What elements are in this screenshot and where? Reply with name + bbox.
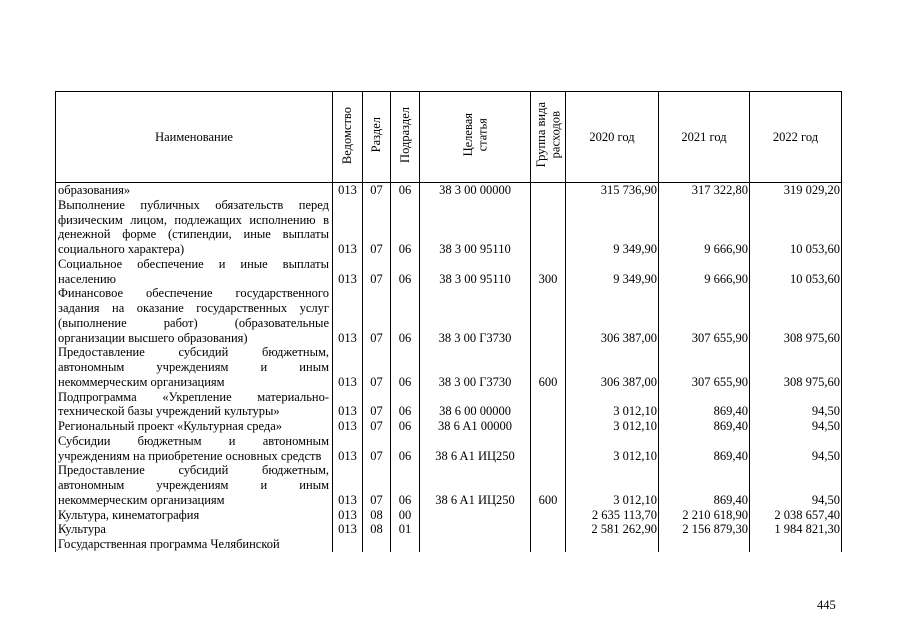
value-2020-cell: 306 387,00 [566, 345, 659, 389]
dept-cell: 013 [333, 198, 363, 257]
value-2021-cell: 307 655,90 [659, 286, 750, 345]
name-cell: Государственная программа Челябинской [56, 537, 333, 552]
section-cell: 07 [363, 286, 391, 345]
target-cell: 38 6 A1 00000 [420, 419, 531, 434]
subsection-cell: 06 [391, 345, 420, 389]
name-cell: Культура [56, 522, 333, 537]
subsection-cell: 00 [391, 508, 420, 523]
value-2021-cell: 869,40 [659, 463, 750, 507]
table-row [56, 198, 842, 257]
target-cell [420, 537, 531, 552]
value-2022-cell: 10 053,60 [750, 257, 842, 287]
section-cell: 07 [363, 183, 391, 198]
dept-cell: 013 [333, 390, 363, 420]
value-2021-cell: 307 655,90 [659, 345, 750, 389]
dept-cell: 013 [333, 508, 363, 523]
subsection-cell: 06 [391, 198, 420, 257]
name-cell: Региональный проект «Культурная среда» [56, 419, 333, 434]
table-row [56, 508, 842, 523]
target-cell: 38 3 00 Г3730 [420, 286, 531, 345]
value-2020-cell: 9 349,90 [566, 257, 659, 287]
group-cell: 600 [531, 463, 566, 507]
target-cell: 38 6 A1 ИЦ250 [420, 434, 531, 464]
section-cell: 07 [363, 463, 391, 507]
name-cell: Подпрограмма «Укрепление материально-технической базы учреждений культуры» [56, 390, 333, 420]
table-row [56, 434, 842, 464]
value-2021-cell: 869,40 [659, 419, 750, 434]
header-target: Целевая статья [420, 92, 531, 183]
header-2022: 2022 год [750, 92, 842, 183]
target-cell: 38 6 A1 ИЦ250 [420, 463, 531, 507]
value-2020-cell: 2 635 113,70 [566, 508, 659, 523]
subsection-cell: 06 [391, 286, 420, 345]
header-name: Наименование [56, 92, 333, 183]
value-2020-cell: 3 012,10 [566, 463, 659, 507]
budget-table [55, 91, 842, 552]
value-2020-cell [566, 537, 659, 552]
table-row [56, 286, 842, 345]
section-cell: 08 [363, 508, 391, 523]
name-cell: Предоставление субсидий бюджетным, автономным учреждениям и иным некоммерческим организациям [56, 345, 333, 389]
section-cell [363, 537, 391, 552]
header-2021: 2021 год [659, 92, 750, 183]
value-2021-cell: 9 666,90 [659, 257, 750, 287]
name-cell: Финансовое обеспечение государственного задания на оказание государственных услуг (выполнение работ) (образовательные организации высшего образования) [56, 286, 333, 345]
subsection-cell: 06 [391, 257, 420, 287]
target-cell: 38 6 00 00000 [420, 390, 531, 420]
group-cell: 600 [531, 345, 566, 389]
name-cell: Предоставление субсидий бюджетным, автономным учреждениям и иным некоммерческим организациям [56, 463, 333, 507]
group-cell [531, 522, 566, 537]
target-cell [420, 508, 531, 523]
name-cell: Культура, кинематография [56, 508, 333, 523]
value-2020-cell: 315 736,90 [566, 183, 659, 198]
section-cell: 07 [363, 257, 391, 287]
value-2022-cell: 94,50 [750, 390, 842, 420]
table-row [56, 537, 842, 552]
group-cell [531, 390, 566, 420]
header-group: Группа вида расходов [531, 92, 566, 183]
value-2022-cell: 308 975,60 [750, 286, 842, 345]
value-2020-cell: 3 012,10 [566, 434, 659, 464]
table-row [56, 257, 842, 287]
value-2022-cell: 94,50 [750, 419, 842, 434]
dept-cell: 013 [333, 286, 363, 345]
target-cell: 38 3 00 00000 [420, 183, 531, 198]
value-2022-cell: 2 038 657,40 [750, 508, 842, 523]
dept-cell: 013 [333, 257, 363, 287]
header-section: Раздел [363, 92, 391, 183]
value-2022-cell: 1 984 821,30 [750, 522, 842, 537]
group-cell: 300 [531, 257, 566, 287]
subsection-cell [391, 537, 420, 552]
value-2022-cell: 319 029,20 [750, 183, 842, 198]
name-cell: Социальное обеспечение и иные выплаты населению [56, 257, 333, 287]
table-row [56, 345, 842, 389]
section-cell: 07 [363, 345, 391, 389]
group-cell [531, 198, 566, 257]
value-2022-cell [750, 537, 842, 552]
group-cell [531, 434, 566, 464]
header-2020: 2020 год [566, 92, 659, 183]
group-cell [531, 537, 566, 552]
value-2022-cell: 94,50 [750, 434, 842, 464]
dept-cell: 013 [333, 434, 363, 464]
dept-cell: 013 [333, 463, 363, 507]
section-cell: 07 [363, 198, 391, 257]
target-cell [420, 522, 531, 537]
value-2021-cell: 317 322,80 [659, 183, 750, 198]
name-cell: Выполнение публичных обязательств перед физическим лицом, подлежащих исполнению в денежной форме (стипендии, иные выплаты социального характера) [56, 198, 333, 257]
value-2020-cell: 306 387,00 [566, 286, 659, 345]
section-cell: 07 [363, 390, 391, 420]
value-2020-cell: 3 012,10 [566, 419, 659, 434]
value-2020-cell: 9 349,90 [566, 198, 659, 257]
name-cell: Субсидии бюджетным и автономным учреждениям на приобретение основных средств [56, 434, 333, 464]
table-row [56, 522, 842, 537]
section-cell: 07 [363, 434, 391, 464]
target-cell: 38 3 00 95110 [420, 198, 531, 257]
group-cell [531, 183, 566, 198]
value-2020-cell: 2 581 262,90 [566, 522, 659, 537]
group-cell [531, 508, 566, 523]
dept-cell: 013 [333, 183, 363, 198]
subsection-cell: 06 [391, 434, 420, 464]
table-row [56, 390, 842, 420]
dept-cell [333, 537, 363, 552]
subsection-cell: 06 [391, 390, 420, 420]
name-cell: образования» [56, 183, 333, 198]
header-subsection: Подраздел [391, 92, 420, 183]
value-2021-cell: 869,40 [659, 390, 750, 420]
page-number: 445 [817, 598, 836, 612]
target-cell: 38 3 00 95110 [420, 257, 531, 287]
subsection-cell: 01 [391, 522, 420, 537]
value-2021-cell: 2 210 618,90 [659, 508, 750, 523]
table-row [56, 183, 842, 198]
target-cell: 38 3 00 Г3730 [420, 345, 531, 389]
subsection-cell: 06 [391, 183, 420, 198]
value-2020-cell: 3 012,10 [566, 390, 659, 420]
subsection-cell: 06 [391, 463, 420, 507]
dept-cell: 013 [333, 522, 363, 537]
table-row [56, 463, 842, 507]
group-cell [531, 419, 566, 434]
section-cell: 07 [363, 419, 391, 434]
value-2021-cell: 869,40 [659, 434, 750, 464]
subsection-cell: 06 [391, 419, 420, 434]
value-2021-cell: 9 666,90 [659, 198, 750, 257]
value-2021-cell [659, 537, 750, 552]
value-2021-cell: 2 156 879,30 [659, 522, 750, 537]
dept-cell: 013 [333, 345, 363, 389]
header-dept: Ведомство [333, 92, 363, 183]
value-2022-cell: 10 053,60 [750, 198, 842, 257]
table-header-row [56, 92, 842, 183]
value-2022-cell: 94,50 [750, 463, 842, 507]
value-2022-cell: 308 975,60 [750, 345, 842, 389]
dept-cell: 013 [333, 419, 363, 434]
table-row [56, 419, 842, 434]
section-cell: 08 [363, 522, 391, 537]
group-cell [531, 286, 566, 345]
table-body [56, 183, 842, 552]
